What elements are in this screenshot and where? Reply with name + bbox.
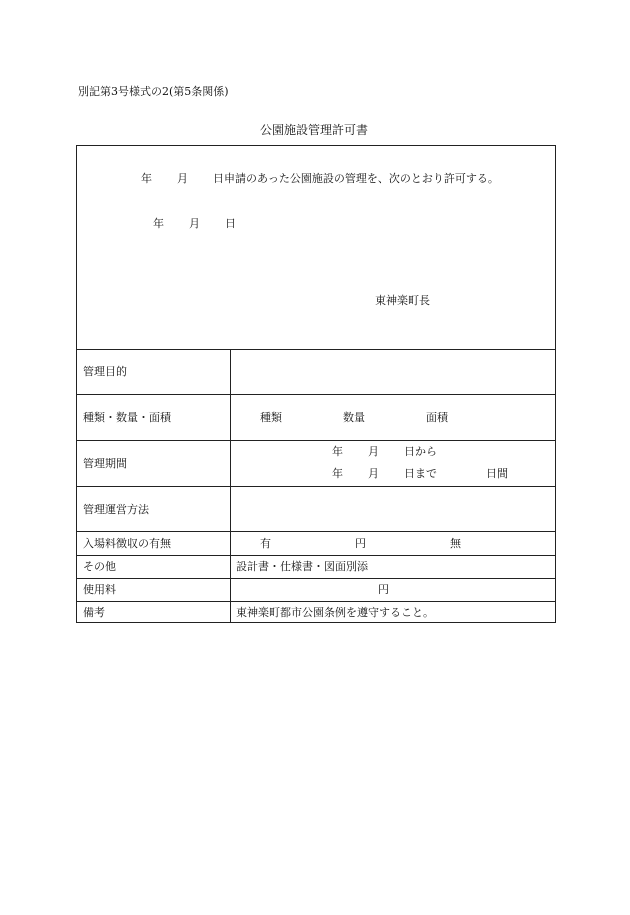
method-field[interactable] xyxy=(232,490,554,530)
row-divider xyxy=(77,601,555,602)
row-divider xyxy=(77,531,555,532)
other-value: 設計書・仕様書・図面別添 xyxy=(236,560,368,573)
kind-area-header: 面積 xyxy=(426,411,448,424)
purpose-label: 管理目的 xyxy=(83,365,127,378)
other-label: その他 xyxy=(83,560,116,573)
usage-fee-label: 使用料 xyxy=(83,583,116,596)
notice-text: 日申請のあった公園施設の管理を、次のとおり許可する。 xyxy=(213,172,499,185)
kind-quantity-header: 数量 xyxy=(343,411,365,424)
purpose-field[interactable] xyxy=(232,352,554,392)
column-divider xyxy=(230,349,231,622)
remarks-value: 東神楽町都市公園条例を遵守すること。 xyxy=(236,606,434,619)
row-divider xyxy=(77,394,555,395)
notice-year: 年 xyxy=(141,172,152,185)
method-label: 管理運営方法 xyxy=(83,503,149,516)
period-days: 日間 xyxy=(486,467,508,480)
fee-yes-option[interactable]: 有 xyxy=(260,537,271,550)
kind-type-header: 種類 xyxy=(260,411,282,424)
period-from-day: 日から xyxy=(404,445,437,458)
usage-fee-unit: 円 xyxy=(378,583,389,596)
issue-month: 月 xyxy=(189,217,200,230)
period-label: 管理期間 xyxy=(83,457,127,470)
row-divider xyxy=(77,440,555,441)
notice-month: 月 xyxy=(177,172,188,185)
issue-day: 日 xyxy=(225,217,236,230)
fee-yen-unit: 円 xyxy=(355,537,366,550)
period-from-year: 年 xyxy=(332,445,343,458)
row-divider xyxy=(77,486,555,487)
row-divider xyxy=(77,578,555,579)
remarks-label: 備考 xyxy=(83,606,105,619)
period-to-day: 日まで xyxy=(404,467,437,480)
row-divider xyxy=(77,349,555,350)
issue-year: 年 xyxy=(153,217,164,230)
form-reference: 別記第3号様式の2(第5条関係) xyxy=(78,85,229,98)
period-to-month: 月 xyxy=(368,467,379,480)
document-title: 公園施設管理許可書 xyxy=(260,123,369,137)
kind-label: 種類・数量・面積 xyxy=(83,411,171,424)
issuer-name: 東神楽町長 xyxy=(375,294,430,307)
period-from-month: 月 xyxy=(368,445,379,458)
period-to-year: 年 xyxy=(332,467,343,480)
fee-label: 入場料徴収の有無 xyxy=(83,537,171,550)
row-divider xyxy=(77,555,555,556)
fee-no-option[interactable]: 無 xyxy=(450,537,461,550)
